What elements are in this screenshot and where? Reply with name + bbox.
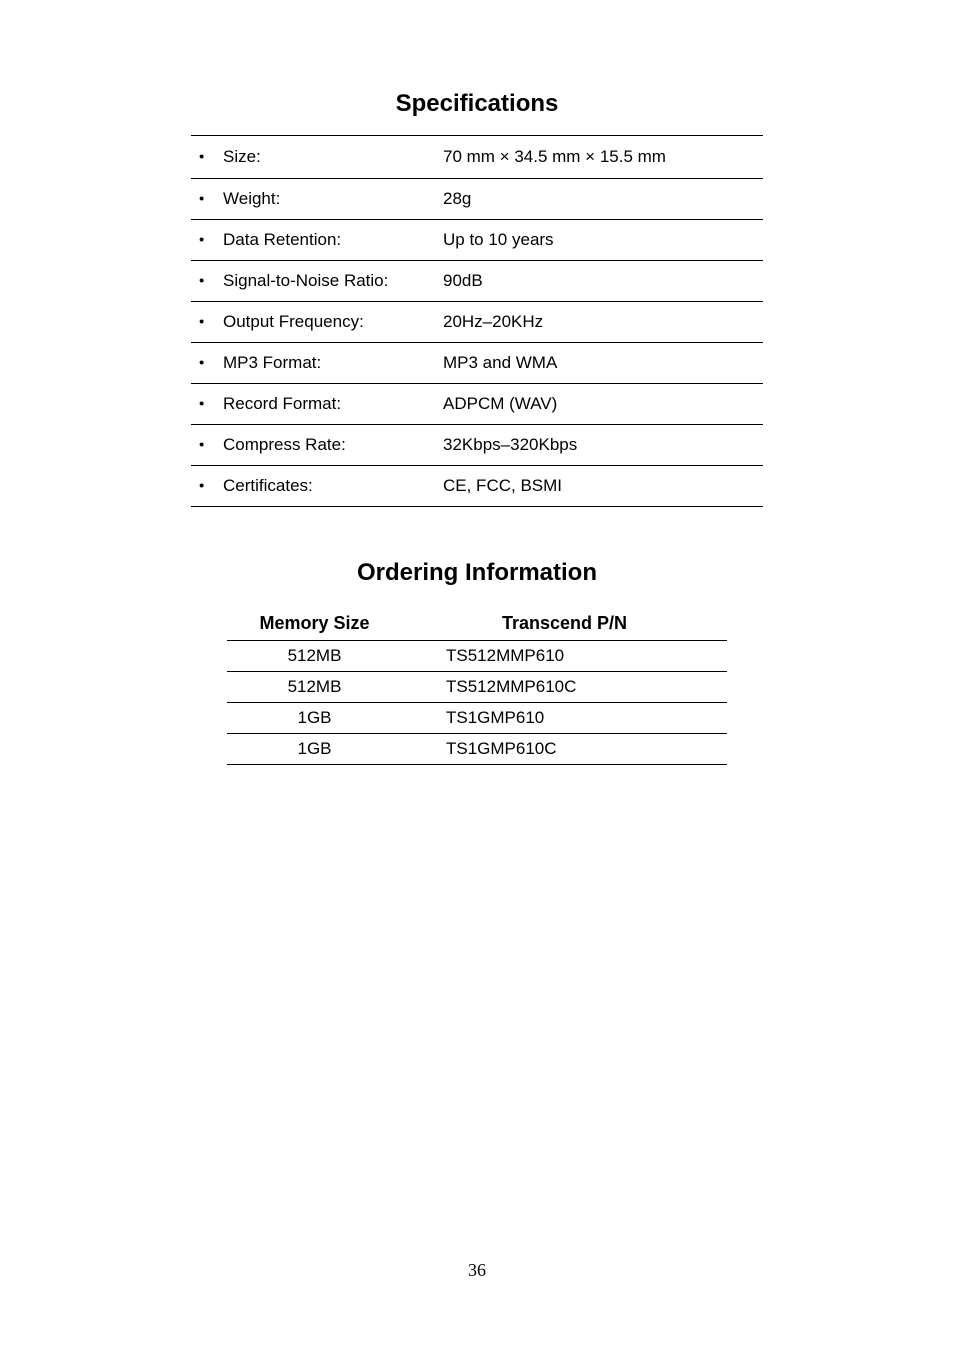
spec-row	[191, 136, 763, 179]
memory-size-cell: 1GB	[297, 708, 332, 727]
bullet-icon: •	[199, 354, 205, 372]
part-number-cell: TS512MMP610C	[446, 677, 577, 696]
spec-row	[191, 220, 763, 261]
spec-label: Output Frequency:	[223, 312, 364, 331]
table-row	[227, 672, 727, 703]
spec-row	[191, 384, 763, 425]
spec-label: Signal-to-Noise Ratio:	[223, 271, 389, 290]
spec-value: MP3 and WMA	[443, 353, 558, 372]
spec-row	[191, 261, 763, 302]
spec-row	[191, 425, 763, 466]
part-number-cell: TS1GMP610C	[446, 739, 557, 758]
part-number-cell: TS1GMP610	[446, 708, 545, 727]
ordering-information-title: Ordering Information	[357, 559, 597, 586]
page-number: 36	[468, 1260, 486, 1280]
bullet-icon: •	[199, 272, 205, 290]
bullet-icon: •	[199, 395, 205, 413]
spec-value: 70 mm × 34.5 mm × 15.5 mm	[443, 147, 666, 166]
part-number-cell: TS512MMP610	[446, 646, 565, 665]
table-row	[227, 734, 727, 765]
spec-row	[191, 302, 763, 343]
memory-size-cell: 512MB	[287, 677, 342, 696]
bullet-icon: •	[199, 231, 205, 249]
bullet-icon: •	[199, 436, 205, 454]
ordering-table-header	[227, 608, 727, 641]
spec-value: ADPCM (WAV)	[443, 394, 558, 413]
spec-value: Up to 10 years	[443, 230, 554, 249]
bullet-icon: •	[199, 477, 205, 495]
memory-size-cell: 512MB	[287, 646, 342, 665]
spec-label: MP3 Format:	[223, 353, 322, 372]
spec-label: Size:	[223, 147, 261, 166]
spec-label: Weight:	[223, 189, 281, 208]
spec-value: CE, FCC, BSMI	[443, 476, 563, 495]
memory-size-cell: 1GB	[297, 739, 332, 758]
spec-row	[191, 466, 763, 507]
table-row	[227, 641, 727, 672]
spec-value: 32Kbps–320Kbps	[443, 435, 578, 454]
spec-row	[191, 343, 763, 384]
specifications-title: Specifications	[395, 90, 559, 117]
part-number-header: Transcend P/N	[501, 613, 628, 633]
spec-value: 20Hz–20KHz	[443, 312, 544, 331]
bullet-icon: •	[199, 313, 205, 331]
table-row	[227, 703, 727, 734]
spec-value: 90dB	[443, 271, 483, 290]
spec-label: Data Retention:	[223, 230, 342, 249]
bullet-icon: •	[199, 190, 205, 208]
spec-label: Record Format:	[223, 394, 342, 413]
spec-label: Certificates:	[223, 476, 313, 495]
ordering-table	[227, 608, 727, 765]
memory-size-header: Memory Size	[259, 613, 370, 633]
specifications-table	[191, 135, 763, 507]
bullet-icon: •	[199, 148, 205, 166]
spec-label: Compress Rate:	[223, 435, 346, 454]
spec-row	[191, 179, 763, 220]
spec-value: 28g	[443, 189, 472, 208]
